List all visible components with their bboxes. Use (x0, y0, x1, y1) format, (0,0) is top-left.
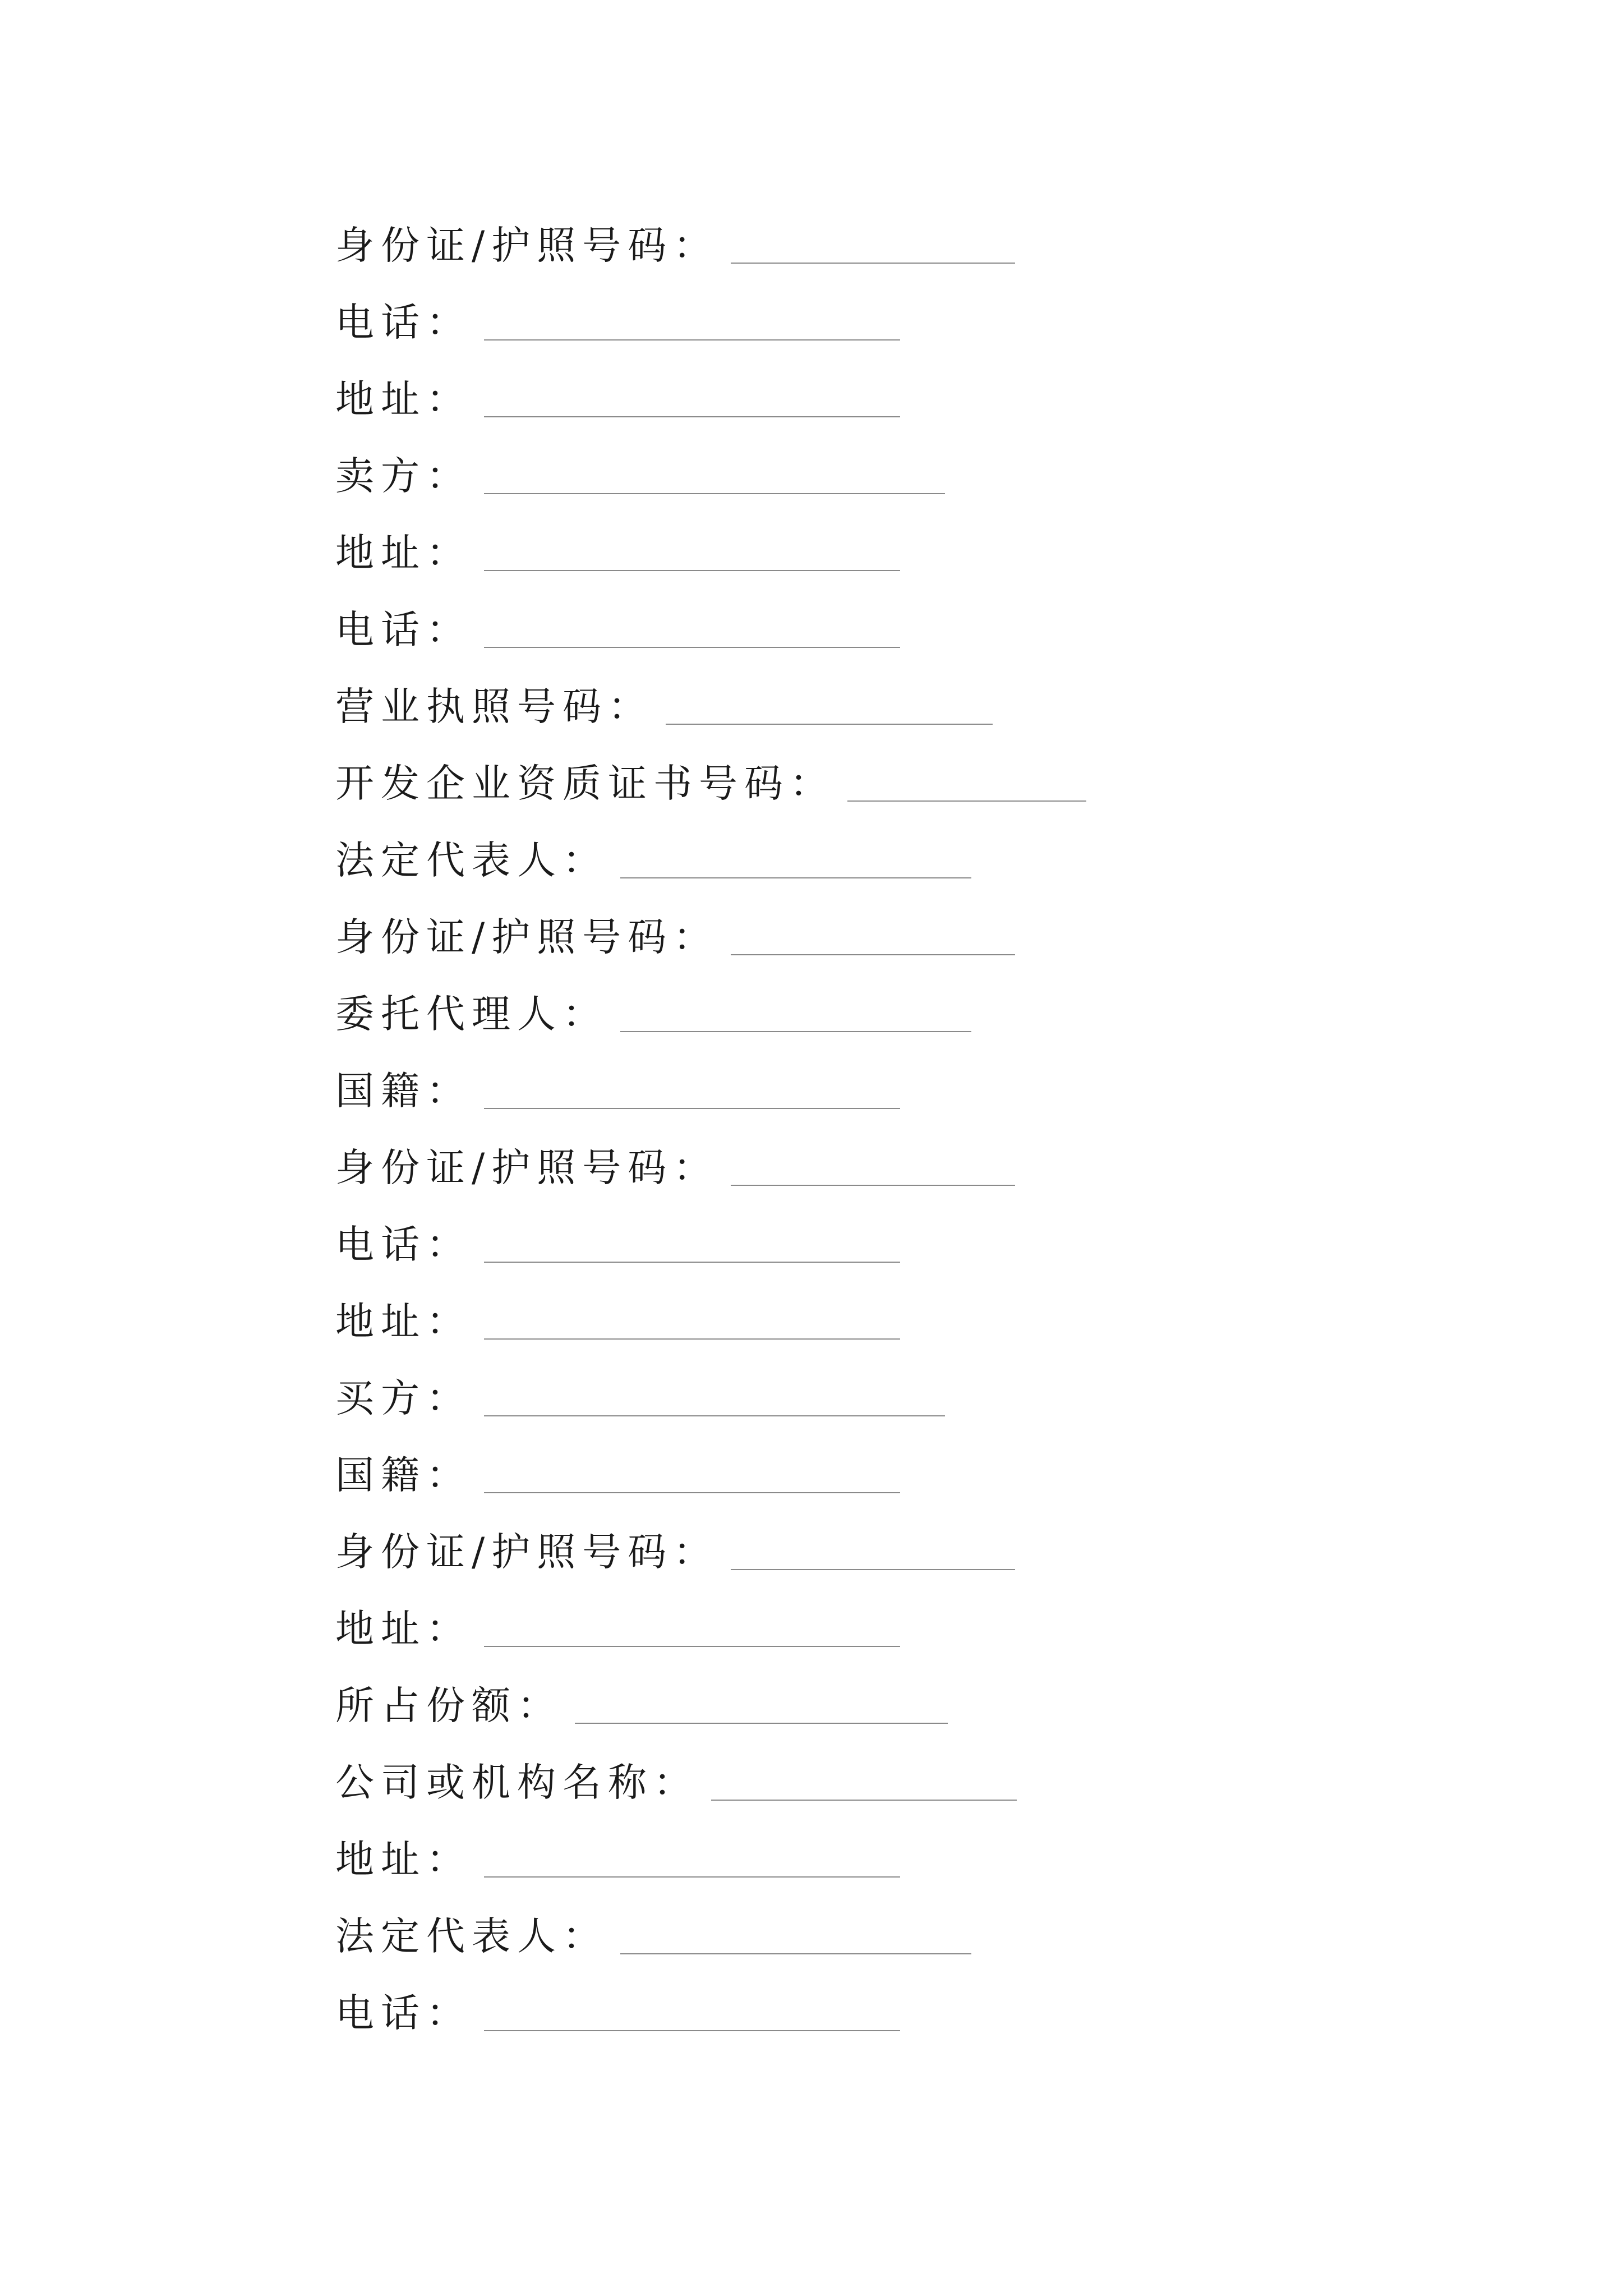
blank-line[interactable] (484, 1262, 900, 1263)
blank-line[interactable] (484, 647, 900, 648)
field-row (335, 1053, 1086, 1130)
field-label: 国籍： (335, 1069, 472, 1114)
field-label: 身份证/护照号码： (335, 223, 719, 268)
field-row (335, 284, 1086, 361)
blank-line[interactable] (620, 877, 971, 878)
field-row (335, 746, 1086, 822)
field-label: 卖方： (335, 454, 472, 499)
field-row (335, 1745, 1086, 1821)
blank-line[interactable] (484, 570, 900, 571)
blank-line[interactable] (731, 954, 1015, 955)
field-row (335, 899, 1086, 976)
field-row (335, 361, 1086, 438)
blank-line[interactable] (484, 493, 945, 494)
field-label: 开发企业资质证书号码： (335, 761, 835, 806)
field-row (335, 592, 1086, 669)
field-label: 地址： (335, 531, 472, 576)
field-label: 所占份额： (335, 1683, 562, 1728)
field-row (335, 208, 1086, 284)
field-label: 地址： (335, 1837, 472, 1882)
field-label: 委托代理人： (335, 992, 608, 1037)
blank-line[interactable] (666, 724, 993, 725)
field-row (335, 1283, 1086, 1360)
party-info-form (335, 208, 1086, 2052)
field-row (335, 1898, 1086, 1975)
field-label: 身份证/护照号码： (335, 1145, 719, 1190)
field-row (335, 1514, 1086, 1591)
blank-line[interactable] (620, 1953, 971, 1954)
field-row (335, 822, 1086, 899)
field-label: 地址： (335, 1299, 472, 1344)
field-label: 法定代表人： (335, 838, 608, 883)
field-label: 公司或机构名称： (335, 1760, 699, 1805)
blank-line[interactable] (484, 1415, 945, 1416)
blank-line[interactable] (484, 1492, 900, 1493)
field-row (335, 515, 1086, 592)
field-row (335, 1437, 1086, 1514)
field-label: 身份证/护照号码： (335, 915, 719, 960)
blank-line[interactable] (484, 416, 900, 417)
blank-line[interactable] (575, 1723, 948, 1724)
field-label: 国籍： (335, 1453, 472, 1498)
blank-line[interactable] (484, 1108, 900, 1109)
blank-line[interactable] (620, 1031, 971, 1032)
blank-line[interactable] (731, 263, 1015, 264)
field-row (335, 1668, 1086, 1745)
field-row (335, 669, 1086, 746)
blank-line[interactable] (484, 339, 900, 341)
field-row (335, 1821, 1086, 1898)
field-label: 电话： (335, 1991, 472, 2036)
blank-line[interactable] (484, 2030, 900, 2031)
field-row (335, 1360, 1086, 1437)
blank-line[interactable] (731, 1185, 1015, 1186)
field-label: 电话： (335, 300, 472, 345)
field-row (335, 1207, 1086, 1283)
blank-line[interactable] (484, 1338, 900, 1340)
blank-line[interactable] (731, 1569, 1015, 1570)
field-label: 电话： (335, 1222, 472, 1267)
blank-line[interactable] (847, 800, 1086, 802)
field-row (335, 438, 1086, 515)
blank-line[interactable] (484, 1876, 900, 1878)
field-label: 营业执照号码： (335, 684, 653, 729)
field-label: 买方： (335, 1376, 472, 1421)
field-row (335, 976, 1086, 1053)
field-label: 电话： (335, 608, 472, 652)
field-row (335, 1591, 1086, 1668)
field-label: 法定代表人： (335, 1914, 608, 1959)
field-row (335, 1975, 1086, 2052)
blank-line[interactable] (711, 1800, 1017, 1801)
field-label: 身份证/护照号码： (335, 1530, 719, 1575)
field-row (335, 1130, 1086, 1207)
blank-line[interactable] (484, 1646, 900, 1647)
field-label: 地址： (335, 377, 472, 422)
field-label: 地址： (335, 1607, 472, 1651)
